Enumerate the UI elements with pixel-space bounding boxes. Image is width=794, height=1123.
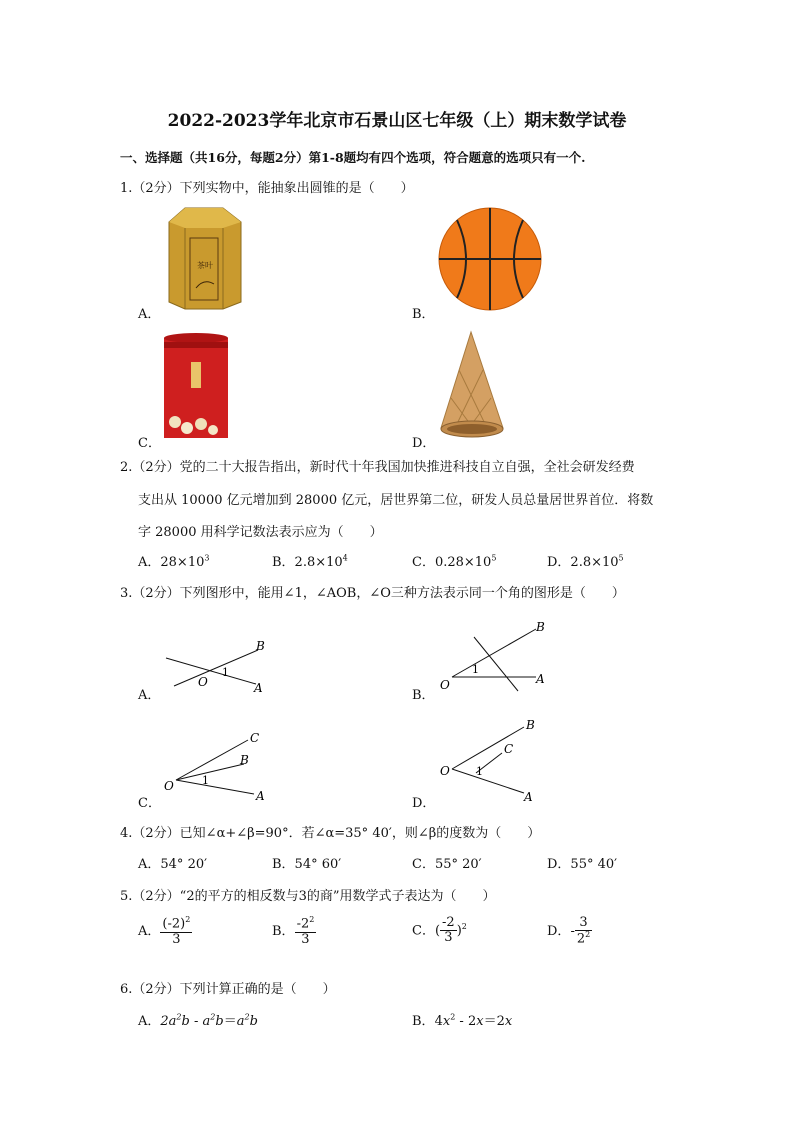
svg-text:O: O xyxy=(164,779,174,793)
svg-text:1: 1 xyxy=(222,666,229,679)
q3-figure-a xyxy=(160,632,280,704)
q5-option-d[interactable]: D．- $\frac{3}{2^2}$ xyxy=(547,915,591,947)
q3-figure-d xyxy=(436,715,556,807)
tea-label: 茶叶 xyxy=(197,261,213,270)
question-1-stem: 1.（2分）下列实物中，能抽象出圆锥的是（ ） xyxy=(120,181,414,196)
q4-option-b[interactable]: B．54° 60′ xyxy=(272,857,342,872)
svg-text:B: B xyxy=(536,620,545,634)
svg-text:C: C xyxy=(504,742,514,756)
q1-option-b[interactable]: B． xyxy=(412,307,435,322)
question-5-stem: 5.（2分）“2的平方的相反数与3的商”用数学式子表达为（ ） xyxy=(120,889,496,904)
q2-option-c[interactable]: C．$0.28\times 10^5$ xyxy=(412,553,497,570)
q6-option-a[interactable]: A．$2a^2b - a^2b=a^2b$ xyxy=(138,1012,258,1029)
svg-text:O: O xyxy=(440,678,450,692)
svg-text:B: B xyxy=(526,718,535,732)
question-4-stem: 4.（2分）已知∠α+∠β=90°．若∠α=35° 40′，则∠β的度数为（ ） xyxy=(120,826,541,841)
svg-text:O: O xyxy=(198,675,208,689)
tea-box-image xyxy=(163,206,245,310)
q3-option-d[interactable]: D． xyxy=(412,796,436,811)
q4-option-d[interactable]: D．55° 40′ xyxy=(547,857,618,872)
q3-option-a[interactable]: A． xyxy=(138,688,161,703)
question-2-line1: 2.（2分）党的二十大报告指出，新时代十年我国加快推进科技自立自强，全社会研发经费 xyxy=(120,460,635,475)
q2-option-b[interactable]: B．$2.8\times 10^4$ xyxy=(272,553,348,570)
svg-text:A: A xyxy=(256,789,265,803)
q1-option-d[interactable]: D． xyxy=(412,436,436,451)
question-2-line2: 支出从 10000 亿元增加到 28000 亿元，居世界第二位，研发人员总量居世界首位．将数 xyxy=(138,493,654,508)
svg-text:B: B xyxy=(256,639,265,653)
q3-option-b[interactable]: B． xyxy=(412,688,435,703)
question-3-stem: 3.（2分）下列图形中，能用∠1，∠AOB，∠O三种方法表示同一个角的图形是（ ） xyxy=(120,586,625,601)
q1-option-c[interactable]: C． xyxy=(138,436,161,451)
svg-text:1: 1 xyxy=(476,765,483,778)
svg-text:1: 1 xyxy=(202,774,209,787)
waffle-cone-image xyxy=(437,330,507,440)
svg-text:A: A xyxy=(524,790,533,804)
svg-text:A: A xyxy=(254,681,263,695)
page-title: 2022-2023学年北京市石景山区七年级（上）期末数学试卷 xyxy=(167,111,627,131)
q5-option-a[interactable]: A． $\frac{(-2)^2}{3}$ xyxy=(138,915,191,947)
q2-option-d[interactable]: D．$2.8\times 10^5$ xyxy=(547,553,624,570)
q3-figure-c xyxy=(160,728,280,808)
basketball-image xyxy=(437,206,543,312)
q2-option-a[interactable]: A．$28\times 10^3$ xyxy=(138,553,210,570)
svg-text:O: O xyxy=(440,764,450,778)
svg-text:1: 1 xyxy=(472,663,479,676)
q5-option-c[interactable]: C．( $\frac{-2}{3}$ )$^2$ xyxy=(412,915,467,946)
q4-option-a[interactable]: A．54° 20′ xyxy=(138,857,208,872)
q3-option-c[interactable]: C． xyxy=(138,796,161,811)
q6-option-b[interactable]: B．$4x^2 - 2x=2x$ xyxy=(412,1012,513,1029)
q3-figure-b xyxy=(436,615,566,695)
svg-text:B: B xyxy=(240,753,249,767)
q5-option-b[interactable]: B． $\frac{-2^2}{3}$ xyxy=(272,915,315,947)
svg-text:C: C xyxy=(250,731,260,745)
section-heading: 一、选择题（共16分，每题2分）第1-8题均有四个选项，符合题意的选项只有一个. xyxy=(120,150,586,165)
question-6-stem: 6.（2分）下列计算正确的是（ ） xyxy=(120,982,336,997)
q4-option-c[interactable]: C．55° 20′ xyxy=(412,857,482,872)
question-2-line3: 字 28000 用科学记数法表示应为（ ） xyxy=(138,525,383,540)
q1-option-a[interactable]: A． xyxy=(138,307,161,322)
svg-text:A: A xyxy=(536,672,545,686)
red-tin-image xyxy=(163,332,229,440)
